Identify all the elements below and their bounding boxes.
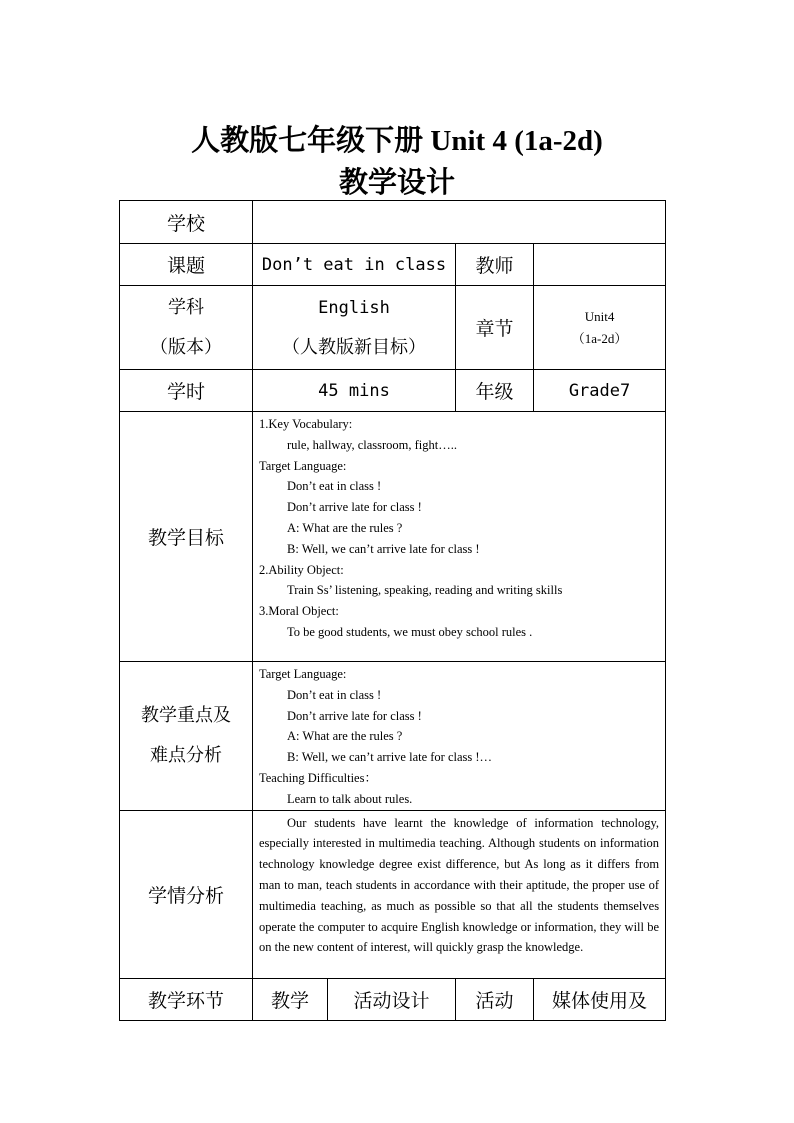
row-hours (120, 370, 666, 412)
grade-label: 年级 (456, 370, 534, 412)
goals-line: 2.Ability Object: (259, 562, 344, 577)
footer-cell: 活动设计 (328, 978, 456, 1020)
goals-label: 教学目标 (120, 412, 253, 662)
school-label: 学校 (120, 201, 253, 244)
row-school (120, 201, 666, 244)
chapter-value-line1: Unit4 (584, 308, 615, 324)
subject-value (253, 286, 456, 370)
footer-cell: 教学环节 (120, 978, 253, 1020)
goals-line: Don’t eat in class ! (287, 479, 382, 494)
goals-line: Target Language: (259, 458, 347, 473)
footer-cell: 教学 (253, 978, 328, 1020)
goals-content (253, 412, 666, 662)
row-topic (120, 244, 666, 286)
hours-value: 45 mins (253, 370, 456, 412)
teacher-value (534, 244, 666, 286)
school-value (253, 201, 666, 244)
row-subject (120, 286, 666, 370)
keypoints-line: Teaching Difficulties： (259, 770, 377, 785)
keypoints-label (120, 662, 253, 811)
footer-cell: 活动 (456, 978, 534, 1020)
row-keypoints (120, 662, 666, 811)
chapter-value-line2: （1a-2d） (571, 330, 628, 346)
goals-line: rule, hallway, classroom, fight….. (287, 437, 457, 452)
hours-label: 学时 (120, 370, 253, 412)
analysis-label: 学情分析 (120, 810, 253, 978)
row-footer (120, 978, 666, 1020)
lesson-plan-table (119, 200, 666, 1021)
footer-cell: 媒体使用及 (534, 978, 666, 1020)
subject-label-line1: 学科 (168, 296, 204, 318)
subject-value-line2: （人教版新目标） (282, 336, 426, 358)
document-title: 人教版七年级下册 Unit 4 (1a-2d) (191, 125, 603, 157)
keypoints-label-line2: 难点分析 (150, 744, 222, 766)
keypoints-line: Target Language: (259, 667, 347, 681)
goals-line: To be good students, we must obey school rules . (287, 624, 533, 639)
teacher-label: 教师 (456, 244, 534, 286)
goals-line: B: Well, we can’t arrive late for class ! (287, 541, 480, 556)
topic-value: Don’t eat in class (253, 244, 456, 286)
keypoints-line: Learn to talk about rules. (287, 791, 413, 806)
goals-line: Don’t arrive late for class ! (287, 500, 422, 515)
goals-line: Train Ss’ listening, speaking, reading and writing skills (287, 583, 563, 598)
row-analysis (120, 810, 666, 978)
topic-label: 课题 (120, 244, 253, 286)
goals-line: 1.Key Vocabulary: (259, 417, 353, 431)
goals-line: A: What are the rules ? (287, 520, 403, 535)
document-subtitle: 教学设计 (338, 167, 455, 199)
chapter-value (534, 286, 666, 370)
subject-value-line1: English (318, 297, 390, 318)
grade-value: Grade7 (534, 370, 666, 412)
keypoints-line: B: Well, we can’t arrive late for class !… (287, 750, 493, 765)
keypoints-line: Don’t arrive late for class ! (287, 708, 422, 723)
analysis-text: Our students have learnt the knowledge of information technology, especially interested in multimedia teaching. Although students on information technology knowledge degree exist difference, but As long as it differs from man to man, teach students in accordance with their aptitude, the proper use of multimedia teaching, as much as possible so that all the students themselves operate the computer to acquire English knowledge or information, they will be on the new content of interest, will quickly grasp the knowledge. (253, 810, 666, 978)
goals-line: 3.Moral Object: (259, 604, 339, 619)
chapter-label: 章节 (456, 286, 534, 370)
subject-label (120, 286, 253, 370)
keypoints-line: A: What are the rules ? (287, 729, 403, 744)
keypoints-content (253, 662, 666, 811)
subject-label-line2: （版本） (150, 336, 222, 358)
keypoints-label-line1: 教学重点及 (141, 704, 231, 726)
keypoints-line: Don’t eat in class ! (287, 687, 382, 702)
row-goals (120, 412, 666, 662)
